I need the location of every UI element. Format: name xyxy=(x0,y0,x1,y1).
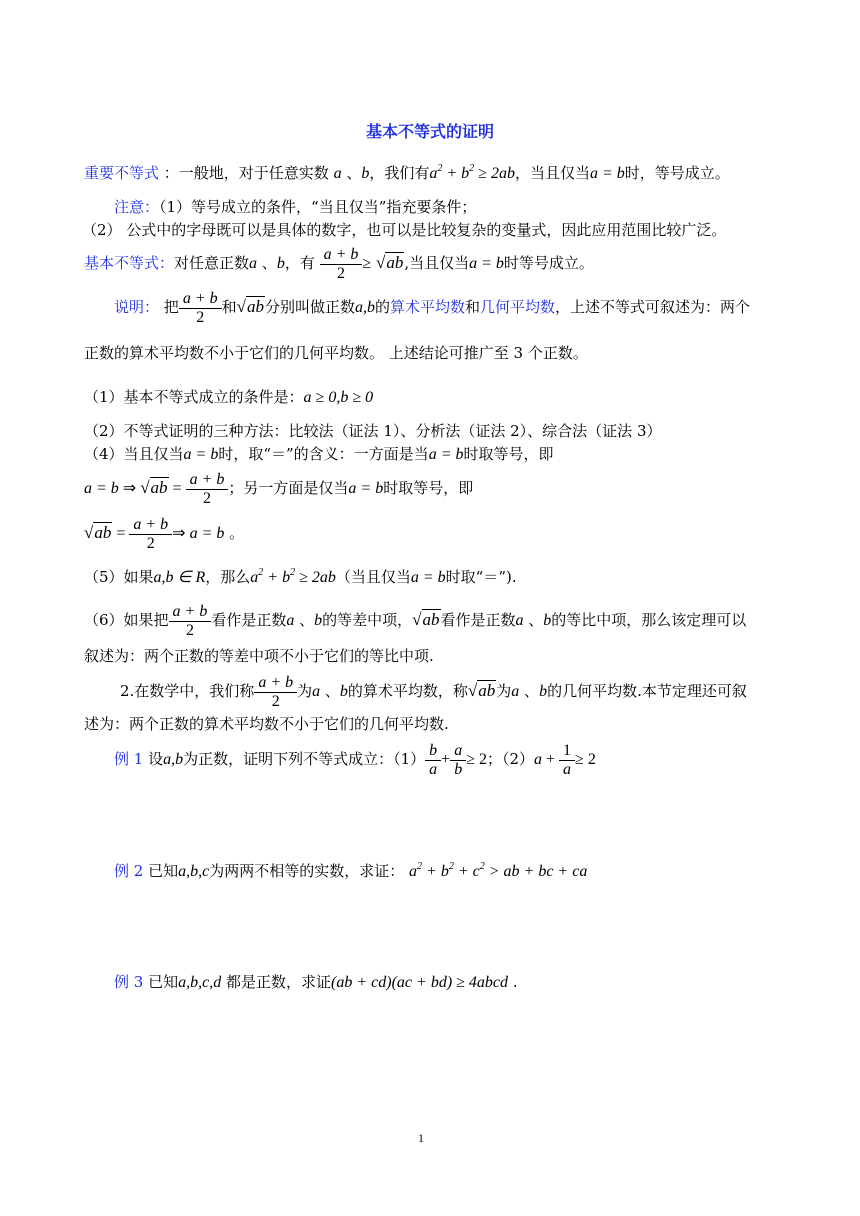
important-label: 重要不等式 xyxy=(84,164,160,182)
basic-inequality-line: 基本不等式：对任意正数a 、b，有 $\frac{a + b}{2}$ ≥ √ab,当且仅当a = b时等号成立。 xyxy=(84,245,594,282)
example-3-label: 例 3 xyxy=(114,973,144,991)
geometric-mean-term: 几何平均数 xyxy=(480,298,556,316)
point-4: （4）当且仅当a = b时，取“＝”的含义：一方面是当a = b时取等号，即 xyxy=(84,445,554,463)
example-2-label: 例 2 xyxy=(114,862,144,880)
page-title: 基本不等式的证明 xyxy=(365,122,494,141)
example-3: 例 3 已知a,b,c,d 都是正数，求证(ab + cd)(ac + bd) ≥ 4abcd . xyxy=(114,973,518,991)
basic-label: 基本不等式： xyxy=(84,254,175,272)
point-6: （6）如果把 $\frac{a + b}{2}$ 看作是正数a 、b的等差中项，√ab看作是正数a 、b的等比中项，那么该定理可以 xyxy=(84,602,747,639)
note-line-2: （2） 公式中的字母既可以是具体的数字，也可以是比较复杂的变量式，因此应用范围比较广泛。 xyxy=(82,221,727,239)
paragraph-2-line-2: 述为：两个正数的算术平均数不小于它们的几何平均数. xyxy=(84,715,449,733)
point-4-formula-2: √ab = $\frac{a + b}{2}$ ⇒ a = b 。 xyxy=(84,515,245,552)
page-number: 1 xyxy=(418,1131,424,1145)
example-1-label: 例 1 xyxy=(114,750,144,768)
note-label: 注意： xyxy=(114,198,160,216)
point-2: （2）不等式证明的三种方法：比较法（证法 1）、分析法（证法 2）、综合法（证法 3） xyxy=(84,422,662,440)
explanation-line-2: 正数的算术平均数不小于它们的几何平均数。 上述结论可推广至 3 个正数。 xyxy=(84,344,588,362)
explanation-line-1: 说明： 把 $\frac{a + b}{2}$ 和√ab分别叫做正数a,b的算术平均数和几何平均数，上述不等式可叙述为：两个 xyxy=(114,289,751,326)
example-1: 例 1 设a,b为正数，证明下列不等式成立：（1） $\frac{b}{a}$ + $\frac{a}{b}$ ≥ 2；（2）a + $\frac{1}{a}$ ≥ 2 xyxy=(114,741,596,778)
note-line-1: 注意：（1）等号成立的条件，“当且仅当”指充要条件； xyxy=(114,198,477,216)
point-1: （1）基本不等式成立的条件是：a ≥ 0,b ≥ 0 xyxy=(84,388,374,406)
arithmetic-mean-term: 算术平均数 xyxy=(390,298,466,316)
point-6-line-2: 叙述为：两个正数的等差中项不小于它们的等比中项. xyxy=(84,647,434,665)
point-4-formula-1: a = b ⇒ √ab = $\frac{a + b}{2}$ ；另一方面是仅当a = b时取等号，即 xyxy=(84,470,474,507)
important-inequality-line: 重要不等式 ：一般地，对于任意实数 a 、b，我们有$a^2 + b^2 \ge 2ab$，当且仅当a = b时，等号成立。 xyxy=(84,163,730,182)
paragraph-2-line-1: 2.在数学中，我们称 $\frac{a + b}{2}$ 为a 、b的算术平均数，称√ab为a 、b的几何平均数.本节定理还可叙 xyxy=(120,673,747,710)
example-2: 例 2 已知a,b,c为两两不相等的实数，求证： $a^2 + b^2 + c^2$ > ab + bc + ca xyxy=(114,861,588,880)
point-5: （5）如果a,b ∈ R，那么$a^2 + b^2 \ge 2ab$（当且仅当a = b时取“＝”). xyxy=(84,567,517,586)
explain-label: 说明： xyxy=(114,298,160,316)
